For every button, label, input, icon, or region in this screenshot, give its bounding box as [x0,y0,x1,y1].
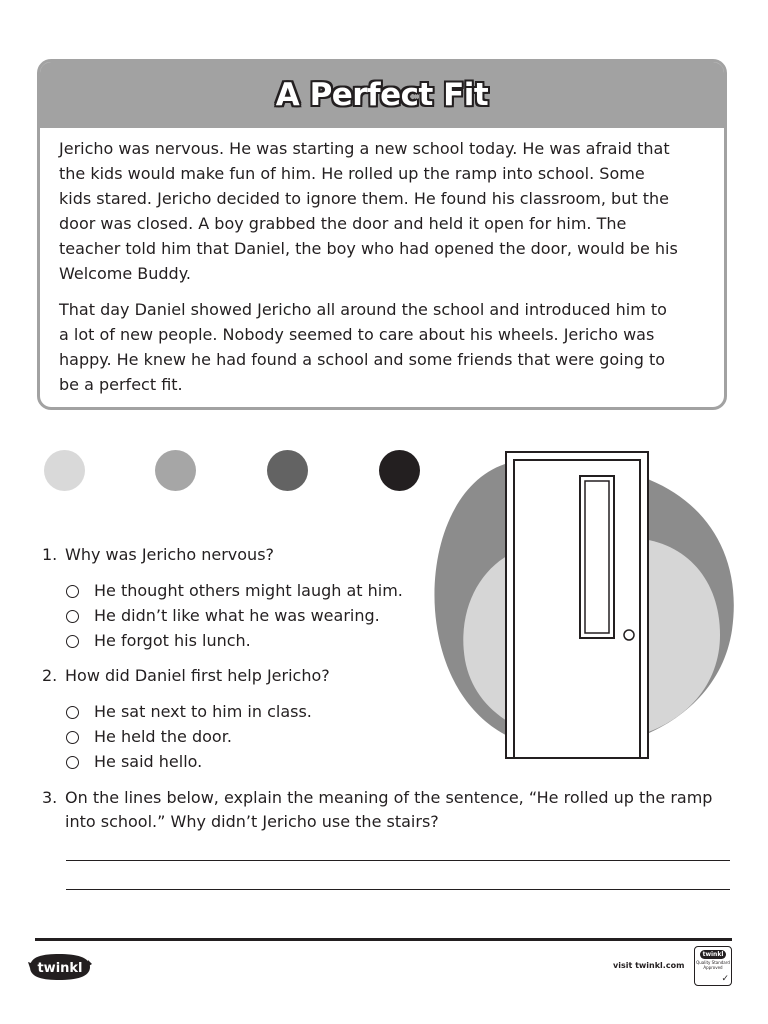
badge-line: Quality Standard [696,960,730,965]
logo-text: twinkl [37,961,83,976]
question-1-option-3[interactable] [66,629,251,653]
question-text: How did Daniel first help Jericho? [65,666,330,685]
radio-icon[interactable] [66,756,79,769]
story-line: be a perfect fit. [59,375,183,394]
story-paragraph-1 [59,136,706,286]
title-bar [40,62,724,128]
story-line: Welcome Buddy. [59,264,191,283]
question-1-option-2[interactable] [66,604,380,628]
option-label: He sat next to him in class. [94,702,312,721]
answer-line-1[interactable] [66,860,730,861]
story-text [40,128,724,397]
radio-icon[interactable] [66,731,79,744]
visit-link[interactable]: visit twinkl.com [613,961,685,970]
question-2-option-1[interactable] [66,700,312,724]
story-line: teacher told him that Daniel, the boy who had opened the door, would be his [59,239,678,258]
option-label: He didn’t like what he was wearing. [94,606,380,625]
difficulty-dot-3 [267,450,308,491]
option-label: He thought others might laugh at him. [94,581,403,600]
question-2 [42,664,330,688]
question-2-option-3[interactable] [66,750,202,774]
answer-line-2[interactable] [66,889,730,890]
question-text: into school.” Why didn’t Jericho use the stairs? [65,812,439,831]
badge-logo: twinkl [700,950,726,959]
question-number: 1. [42,545,58,564]
difficulty-dot-1 [44,450,85,491]
option-label: He held the door. [94,727,232,746]
door-window-inner [585,481,609,633]
quality-badge [694,946,732,986]
door-illustration [430,450,740,760]
question-3 [42,786,712,834]
question-1-option-1[interactable] [66,579,403,603]
story-line: door was closed. A boy grabbed the door and held it open for him. The [59,214,627,233]
footer-divider [35,938,732,941]
option-label: He forgot his lunch. [94,631,251,650]
story-line: That day Daniel showed Jericho all around the school and introduced him to [59,300,667,319]
question-2-option-2[interactable] [66,725,232,749]
page-title: A Perfect Fit [275,77,489,113]
story-line: Jericho was nervous. He was starting a new school today. He was afraid that [59,139,670,158]
door-panel [514,460,640,758]
question-text: On the lines below, explain the meaning of the sentence, “He rolled up the ramp [65,788,713,807]
radio-icon[interactable] [66,635,79,648]
story-panel [37,59,727,410]
story-line: a lot of new people. Nobody seemed to care about his wheels. Jericho was [59,325,655,344]
check-icon: ✓ [721,974,729,984]
badge-line: Approved [703,965,723,970]
question-number: 3. [42,788,58,807]
difficulty-dot-2 [155,450,196,491]
story-line: the kids would make fun of him. He rolled up the ramp into school. Some [59,164,645,183]
option-label: He said hello. [94,752,203,771]
radio-icon[interactable] [66,706,79,719]
door-knob [624,630,634,640]
question-1 [42,543,274,567]
story-paragraph-2 [59,297,706,397]
question-text: Why was Jericho nervous? [65,545,275,564]
story-line: kids stared. Jericho decided to ignore them. He found his classroom, but the [59,189,669,208]
story-line: happy. He knew he had found a school and some friends that were going to [59,350,666,369]
question-number: 2. [42,666,58,685]
twinkl-logo[interactable] [24,950,94,984]
radio-icon[interactable] [66,610,79,623]
difficulty-dot-4 [379,450,420,491]
radio-icon[interactable] [66,585,79,598]
